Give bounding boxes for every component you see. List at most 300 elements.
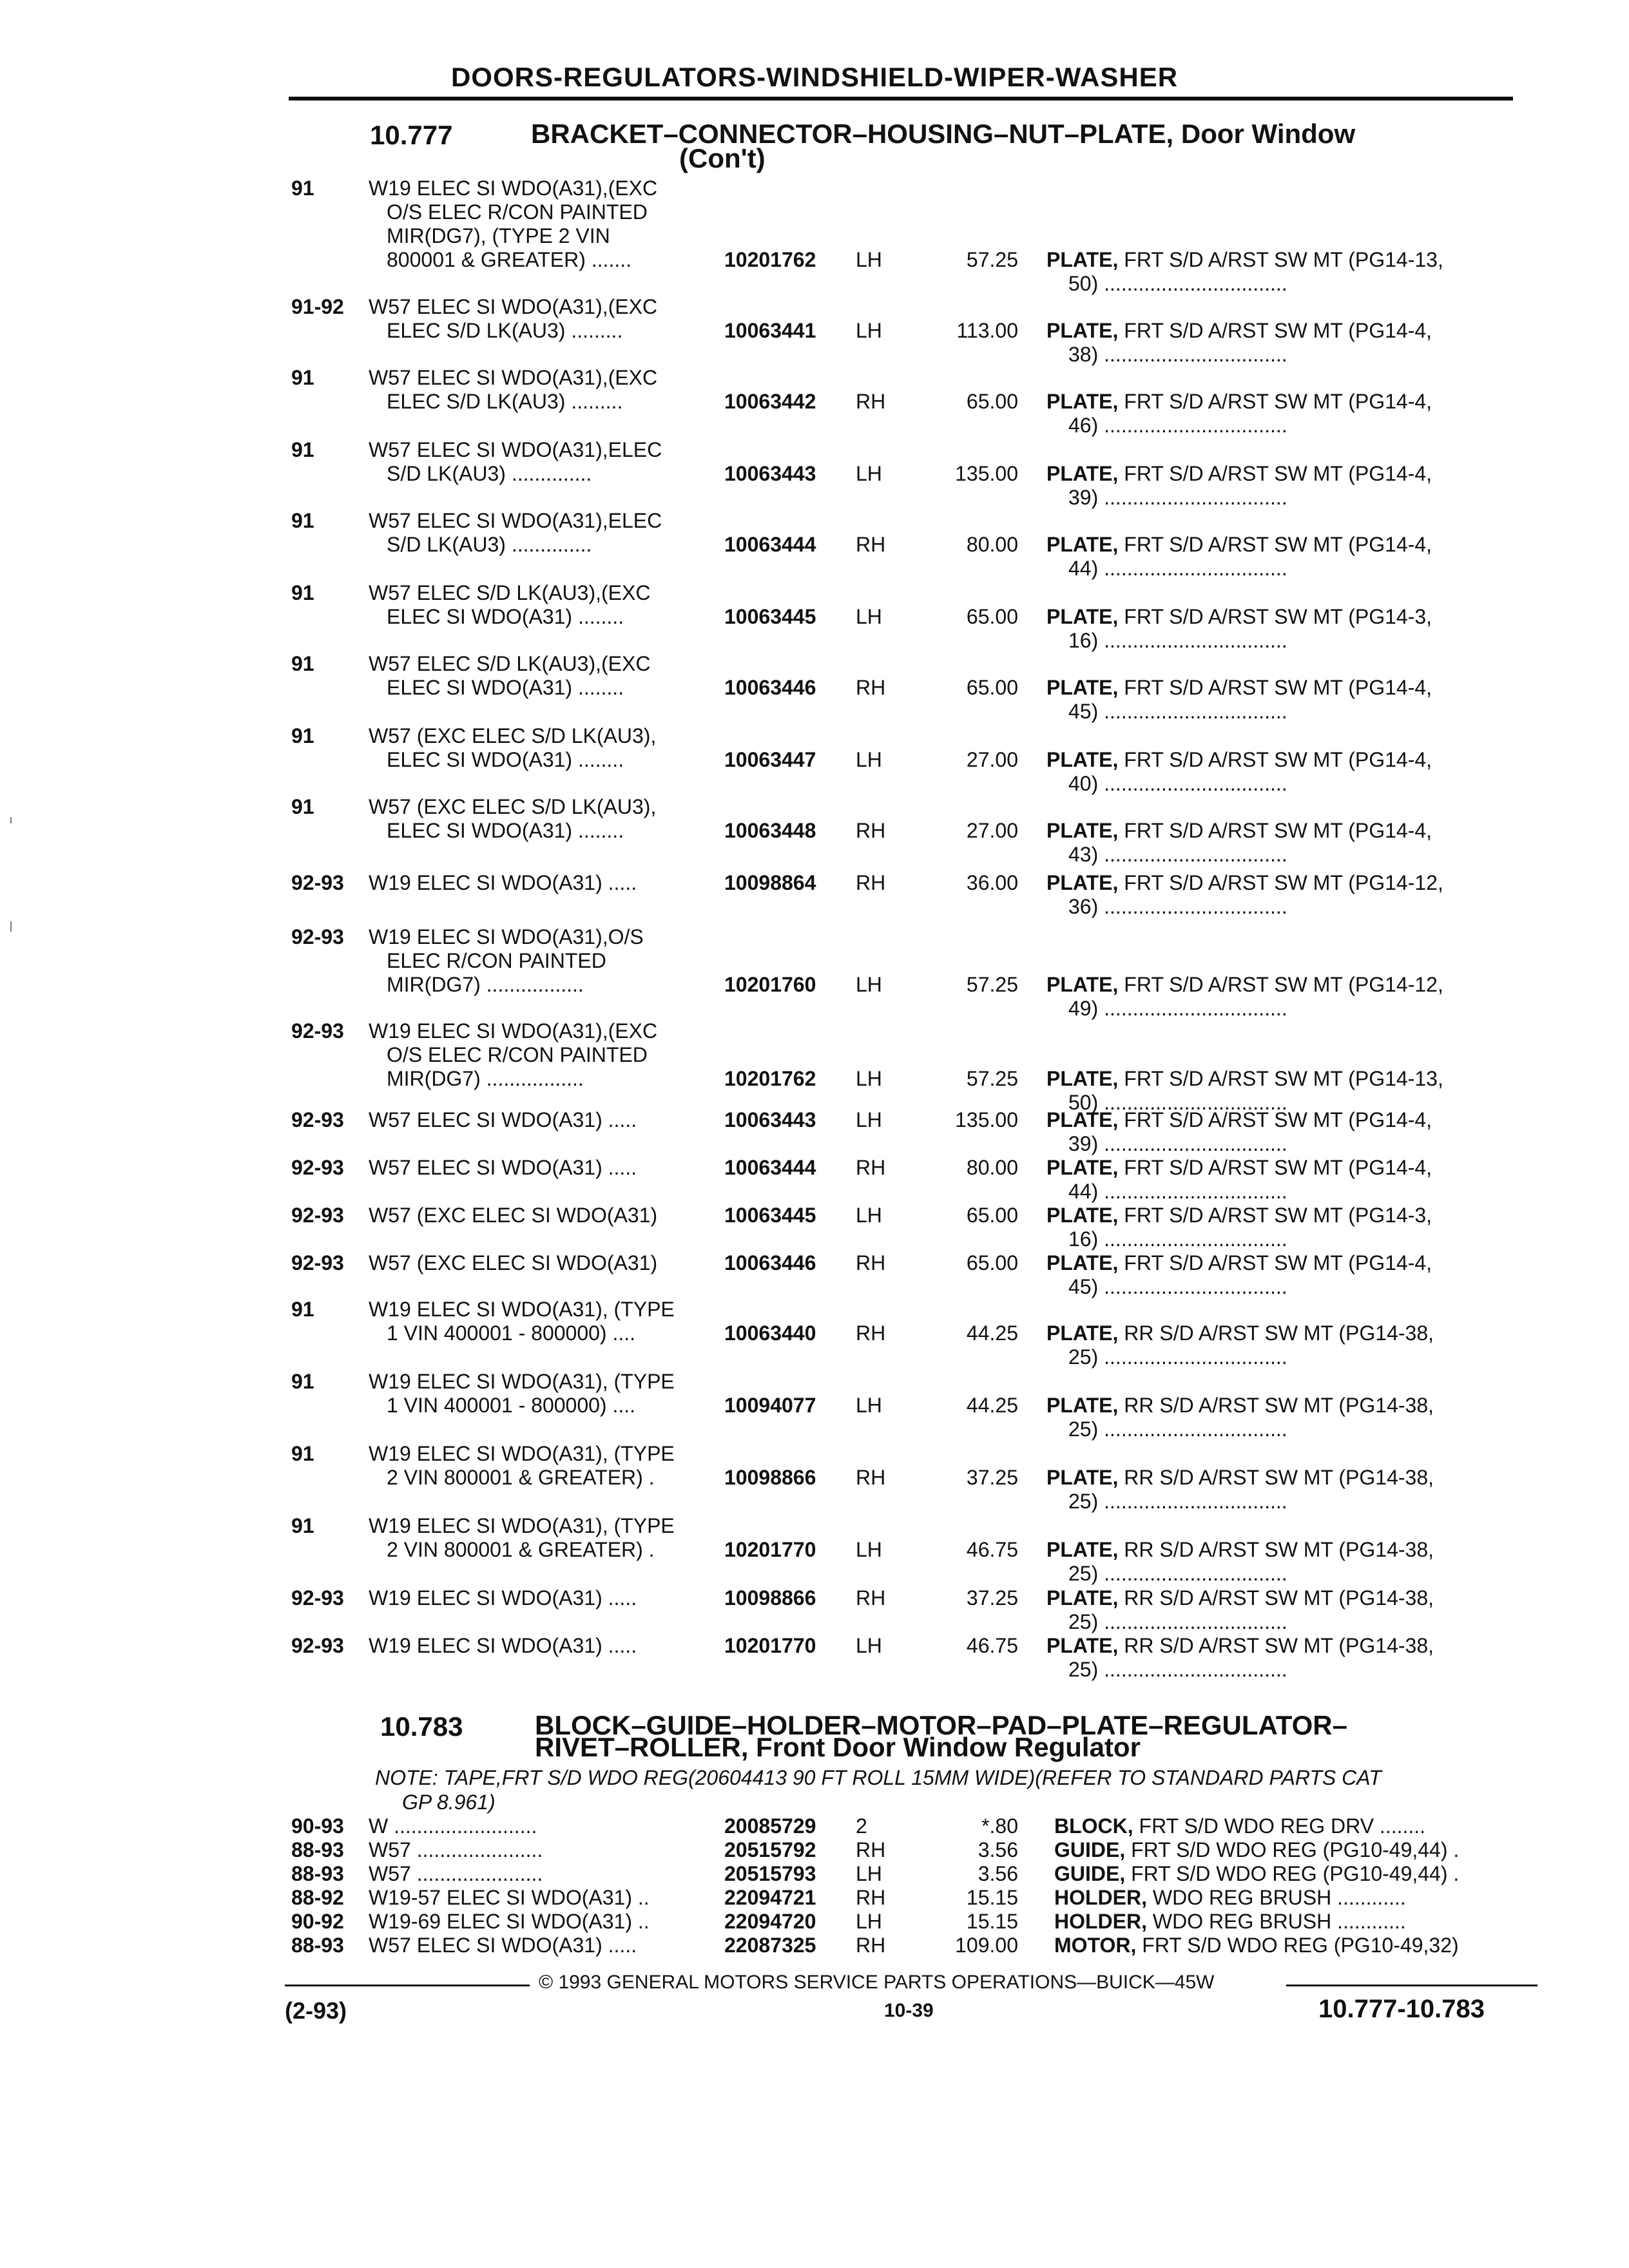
part-name-noun: PLATE,	[1046, 1634, 1119, 1657]
part-name-line	[1046, 1394, 1434, 1418]
part-name-detail: RR S/D A/RST SW MT (PG14-38,	[1118, 1586, 1434, 1610]
part-name-line: 25) ................................	[1068, 1610, 1287, 1633]
side: RH	[856, 1886, 886, 1909]
price: 3.56	[978, 1838, 1018, 1861]
description-line: MIR(DG7) .................	[387, 1067, 584, 1090]
description-line: W57 (EXC ELEC SI WDO(A31)	[369, 1204, 658, 1227]
part-name	[1046, 1538, 1434, 1586]
part-name-noun: GUIDE,	[1054, 1862, 1126, 1885]
side: LH	[856, 248, 882, 271]
part-number: 10063441	[724, 319, 816, 342]
year-range: 88-93	[291, 1838, 344, 1861]
price: 113.00	[956, 319, 1018, 342]
part-name-noun: HOLDER,	[1054, 1910, 1147, 1933]
description	[369, 1204, 657, 1227]
part-name-line	[1046, 819, 1432, 843]
price: 37.25	[966, 1466, 1018, 1489]
part-name	[1046, 1466, 1434, 1514]
part-name-noun: PLATE,	[1046, 676, 1119, 699]
price: 65.00	[966, 1251, 1018, 1274]
part-name-detail: RR S/D A/RST SW MT (PG14-38,	[1118, 1394, 1434, 1417]
part-name-noun: PLATE,	[1046, 819, 1119, 842]
year-range: 92-93	[291, 1019, 344, 1043]
part-name	[1046, 1067, 1443, 1115]
part-name-detail: RR S/D A/RST SW MT (PG14-38,	[1118, 1321, 1434, 1345]
part-name-noun: PLATE,	[1046, 319, 1119, 342]
side: RH	[856, 1321, 886, 1345]
part-name-detail: RR S/D A/RST SW MT (PG14-38,	[1118, 1466, 1434, 1489]
description-line: W57 ELEC SI WDO(A31),(EXC	[369, 295, 658, 318]
year-range: 91	[291, 581, 314, 604]
description-line: W19 ELEC SI WDO(A31), (TYPE	[369, 1442, 675, 1465]
part-name-detail: RR S/D A/RST SW MT (PG14-38,	[1118, 1538, 1434, 1561]
part-name-line: 46) ................................	[1068, 414, 1287, 437]
part-name-line: 36) ................................	[1068, 895, 1287, 918]
description-line: ELEC SI WDO(A31) ........	[387, 819, 624, 842]
part-name-detail: FRT S/D A/RST SW MT (PG14-4,	[1118, 462, 1432, 485]
part-name	[1046, 1204, 1432, 1251]
description-line: ELEC R/CON PAINTED	[387, 949, 606, 972]
part-name	[1054, 1838, 1459, 1862]
section-title-continued: (Con't)	[679, 143, 766, 173]
part-name-noun: PLATE,	[1046, 1251, 1119, 1274]
year-range: 91-92	[291, 295, 344, 318]
description: W57 ELEC SI WDO(A31) .....	[369, 1934, 637, 1957]
part-name	[1046, 973, 1443, 1021]
description-line: W57 ELEC S/D LK(AU3),(EXC	[369, 652, 651, 675]
part-name-noun: PLATE,	[1046, 605, 1119, 628]
description	[369, 581, 650, 629]
part-name-line	[1046, 1251, 1432, 1275]
part-name	[1046, 319, 1432, 367]
part-name-detail: FRT S/D A/RST SW MT (PG14-4,	[1118, 1251, 1432, 1274]
part-name-detail: RR S/D A/RST SW MT (PG14-38,	[1118, 1634, 1434, 1657]
part-number: 20085729	[724, 1814, 816, 1838]
price: 135.00	[955, 462, 1018, 485]
description-line: W19 ELEC SI WDO(A31), (TYPE	[369, 1298, 675, 1321]
side: RH	[856, 1586, 886, 1610]
side: LH	[856, 1538, 882, 1561]
part-name-line	[1046, 1321, 1434, 1345]
side: LH	[856, 462, 882, 485]
part-name-detail: FRT S/D A/RST SW MT (PG14-12,	[1118, 871, 1443, 894]
part-name-line	[1046, 1108, 1432, 1132]
description-line: ELEC SI WDO(A31) ........	[387, 748, 624, 771]
section-number: 10.783	[380, 1711, 463, 1742]
part-name-detail: FRT S/D A/RST SW MT (PG14-13,	[1118, 248, 1443, 271]
year-range: 88-92	[291, 1886, 344, 1909]
description	[369, 366, 657, 414]
description-line: 1 VIN 400001 - 800000) ....	[387, 1394, 636, 1417]
part-name-line: 45) ................................	[1068, 700, 1287, 723]
description	[369, 1586, 637, 1610]
side: LH	[856, 1394, 882, 1417]
side: RH	[856, 390, 886, 413]
description: W57 ......................	[369, 1862, 543, 1885]
section-title-bold: RIVET–ROLLER,	[535, 1732, 749, 1762]
part-number: 10063446	[724, 1251, 816, 1274]
part-name	[1046, 1586, 1434, 1634]
part-name-line	[1046, 533, 1432, 557]
side: LH	[856, 1910, 882, 1933]
year-range: 92-93	[291, 1108, 344, 1131]
side: RH	[856, 1251, 886, 1274]
side: LH	[856, 1067, 882, 1090]
part-name-line: 16) ................................	[1068, 1227, 1287, 1251]
year-range: 92-93	[291, 925, 344, 948]
description	[369, 177, 657, 272]
part-name-noun: PLATE,	[1046, 748, 1119, 771]
description-line: W57 (EXC ELEC S/D LK(AU3),	[369, 795, 657, 818]
description	[369, 1298, 675, 1345]
description-line: W19 ELEC SI WDO(A31),O/S	[369, 925, 644, 948]
year-range: 92-93	[291, 1251, 344, 1274]
part-name-noun: PLATE,	[1046, 1108, 1119, 1131]
part-name-line: 39) ................................	[1068, 1132, 1287, 1155]
part-number: 10063443	[724, 462, 816, 485]
description	[369, 1108, 637, 1132]
margin-mark	[10, 921, 12, 932]
description: W57 ......................	[369, 1838, 543, 1861]
part-name-detail: WDO REG BRUSH ............	[1147, 1886, 1406, 1909]
part-number: 10063444	[724, 533, 816, 556]
year-range: 91	[291, 1442, 314, 1465]
part-name	[1046, 605, 1432, 653]
part-name-line: 25) ................................	[1068, 1418, 1287, 1441]
part-name	[1046, 390, 1432, 437]
year-range: 91	[291, 724, 314, 747]
part-name-line	[1046, 319, 1432, 343]
description-line: W19 ELEC SI WDO(A31),(EXC	[369, 1019, 658, 1043]
part-name-line: 25) ................................	[1068, 1345, 1287, 1369]
description	[369, 1370, 675, 1418]
side: RH	[856, 1466, 886, 1489]
price: 80.00	[966, 1156, 1018, 1179]
description-line: W57 ELEC SI WDO(A31),ELEC	[369, 509, 662, 532]
year-range: 88-93	[291, 1862, 344, 1885]
price: 44.25	[966, 1321, 1018, 1345]
price: 65.00	[966, 1204, 1018, 1227]
description	[369, 925, 644, 997]
year-range: 91	[291, 795, 314, 818]
price: 65.00	[966, 676, 1018, 699]
part-number: 10098866	[724, 1466, 816, 1489]
part-name-noun: HOLDER,	[1054, 1886, 1147, 1909]
description-line: W57 ELEC SI WDO(A31) .....	[369, 1156, 637, 1179]
price: 3.56	[978, 1862, 1018, 1885]
description-line: 2 VIN 800001 & GREATER) .	[387, 1466, 655, 1489]
part-name	[1054, 1814, 1425, 1838]
section-title	[531, 120, 1355, 148]
footer-date-code: (2-93)	[285, 1997, 347, 2024]
part-name	[1054, 1910, 1406, 1934]
description-line: 800001 & GREATER) .......	[387, 248, 631, 271]
part-name	[1054, 1886, 1406, 1910]
description-line: S/D LK(AU3) ..............	[387, 533, 592, 556]
description-line: W57 ELEC SI WDO(A31),(EXC	[369, 366, 658, 389]
part-name-detail: FRT S/D A/RST SW MT (PG14-4,	[1118, 533, 1432, 556]
description	[369, 795, 656, 843]
part-number: 10201762	[724, 1067, 816, 1090]
footer-section-range: 10.777-10.783	[1318, 1995, 1485, 2023]
description-line: W19 ELEC SI WDO(A31) .....	[369, 1634, 637, 1657]
price: 44.25	[966, 1394, 1018, 1417]
part-number: 22094720	[724, 1910, 816, 1933]
part-name-detail: FRT S/D A/RST SW MT (PG14-13,	[1118, 1067, 1443, 1090]
part-name	[1046, 676, 1432, 724]
year-range: 91	[291, 366, 314, 389]
part-name-detail: FRT S/D WDO REG (PG10-49,32)	[1136, 1934, 1459, 1957]
part-name-line: 40) ................................	[1068, 772, 1287, 795]
part-name-line: 39) ................................	[1068, 486, 1287, 509]
price: 57.25	[966, 248, 1018, 271]
price: 46.75	[966, 1634, 1018, 1657]
part-name-line: 44) ................................	[1068, 557, 1287, 580]
part-name	[1046, 248, 1443, 296]
part-name-noun: PLATE,	[1046, 1204, 1119, 1227]
side: LH	[856, 1108, 882, 1131]
part-name-detail: FRT S/D A/RST SW MT (PG14-4,	[1118, 748, 1432, 771]
part-name-detail: FRT S/D A/RST SW MT (PG14-4,	[1118, 819, 1432, 842]
description	[369, 1251, 657, 1275]
part-name	[1046, 1321, 1434, 1369]
part-name-detail: FRT S/D A/RST SW MT (PG14-4,	[1118, 1108, 1432, 1131]
year-range: 88-93	[291, 1934, 344, 1957]
price: 27.00	[966, 819, 1018, 842]
header-rule	[289, 97, 1513, 101]
part-name	[1046, 871, 1443, 919]
price: 57.25	[966, 973, 1018, 996]
part-number: 10098866	[724, 1586, 816, 1610]
year-range: 92-93	[291, 1586, 344, 1610]
side: LH	[856, 605, 882, 628]
part-name	[1046, 1394, 1434, 1441]
section-title-rest: Door Window	[1173, 119, 1356, 149]
part-number: 22087325	[724, 1934, 816, 1957]
price: 135.00	[955, 1108, 1018, 1131]
part-name	[1046, 748, 1432, 796]
year-range: 91	[291, 509, 314, 532]
part-number: 10201760	[724, 973, 816, 996]
part-name-line: 25) ................................	[1068, 1658, 1287, 1681]
description-line: W19 ELEC SI WDO(A31), (TYPE	[369, 1370, 675, 1393]
part-number: 10201770	[724, 1634, 816, 1657]
side: RH	[856, 676, 886, 699]
description	[369, 1019, 657, 1091]
part-name-line: 44) ................................	[1068, 1180, 1287, 1203]
part-name-detail: FRT S/D A/RST SW MT (PG14-4,	[1118, 1156, 1432, 1179]
side: RH	[856, 1156, 886, 1179]
description	[369, 724, 656, 772]
price: 46.75	[966, 1538, 1018, 1561]
side: LH	[856, 748, 882, 771]
section-title-rest: Front Door Window Regulator	[748, 1732, 1141, 1762]
part-name-detail: FRT S/D A/RST SW MT (PG14-3,	[1118, 1204, 1432, 1227]
part-number: 10063440	[724, 1321, 816, 1345]
part-number: 20515793	[724, 1862, 816, 1885]
year-range: 91	[291, 177, 314, 200]
year-range: 92-93	[291, 1156, 344, 1179]
description-line: W19 ELEC SI WDO(A31), (TYPE	[369, 1514, 675, 1537]
description-line: W57 ELEC SI WDO(A31) .....	[369, 1108, 637, 1131]
description	[369, 438, 662, 486]
side: RH	[856, 871, 886, 894]
description-line: W19 ELEC SI WDO(A31) .....	[369, 871, 637, 894]
part-number: 10063442	[724, 390, 816, 413]
part-name-line	[1046, 462, 1432, 486]
description	[369, 509, 662, 557]
side: RH	[856, 1934, 886, 1957]
part-name	[1046, 1108, 1432, 1156]
part-name-line	[1046, 748, 1432, 772]
year-range: 91	[291, 1514, 314, 1537]
part-name-noun: PLATE,	[1046, 533, 1119, 556]
part-name-noun: BLOCK,	[1054, 1814, 1133, 1838]
year-range: 91	[291, 438, 314, 461]
part-name	[1046, 1634, 1434, 1682]
description-line: 1 VIN 400001 - 800000) ....	[387, 1321, 636, 1345]
description	[369, 1156, 637, 1180]
part-name	[1046, 1156, 1432, 1204]
part-name-noun: PLATE,	[1046, 248, 1119, 271]
footer-page-number: 10-39	[884, 2000, 934, 2021]
description-line: S/D LK(AU3) ..............	[387, 462, 592, 485]
note-line-2: GP 8.961)	[402, 1791, 496, 1814]
side: LH	[856, 1862, 882, 1885]
year-range: 92-93	[291, 871, 344, 894]
part-number: 10094077	[724, 1394, 816, 1417]
part-number: 10063443	[724, 1108, 816, 1131]
description-line: O/S ELEC R/CON PAINTED	[387, 200, 648, 224]
part-name-line: 50) ................................	[1068, 272, 1287, 295]
part-name	[1046, 819, 1432, 867]
note-line-1: NOTE: TAPE,FRT S/D WDO REG(20604413 90 FT ROLL 15MM WIDE)(REFER TO STANDARD PARTS CAT	[375, 1766, 1382, 1789]
year-range: 90-93	[291, 1814, 344, 1838]
part-name-line	[1046, 1204, 1432, 1227]
part-name-noun: PLATE,	[1046, 871, 1119, 894]
description-line: W57 ELEC SI WDO(A31),ELEC	[369, 438, 662, 461]
part-name-line: 45) ................................	[1068, 1275, 1287, 1298]
margin-mark	[10, 817, 12, 823]
section-title: BLOCK–GUIDE–HOLDER–MOTOR–PAD–PLATE–REGULATOR–	[535, 1710, 1347, 1740]
price: 15.15	[966, 1886, 1018, 1909]
description-line: MIR(DG7), (TYPE 2 VIN	[387, 224, 610, 247]
footer-rule-left	[285, 1984, 530, 1986]
year-range: 91	[291, 652, 314, 675]
part-name-line	[1046, 1156, 1432, 1180]
price: 80.00	[966, 533, 1018, 556]
description-line: W57 (EXC ELEC S/D LK(AU3),	[369, 724, 657, 747]
part-name	[1054, 1934, 1459, 1957]
part-name-detail: FRT S/D WDO REG (PG10-49,44) .	[1125, 1838, 1460, 1861]
part-name-detail: FRT S/D WDO REG (PG10-49,44) .	[1125, 1862, 1460, 1885]
part-name-noun: PLATE,	[1046, 1394, 1119, 1417]
part-name-line: 50) ................................	[1068, 1091, 1287, 1114]
description-line: W57 (EXC ELEC SI WDO(A31)	[369, 1251, 658, 1274]
description-line: MIR(DG7) .................	[387, 973, 584, 996]
description: W19-69 ELEC SI WDO(A31) ..	[369, 1910, 650, 1933]
part-name-line	[1046, 1586, 1434, 1610]
part-name-line	[1046, 390, 1432, 414]
part-name-line	[1046, 1466, 1434, 1490]
part-name-detail: FRT S/D A/RST SW MT (PG14-4,	[1118, 319, 1432, 342]
part-name-detail: FRT S/D A/RST SW MT (PG14-4,	[1118, 676, 1432, 699]
part-name-line	[1046, 248, 1443, 272]
description-line: O/S ELEC R/CON PAINTED	[387, 1043, 648, 1066]
description: W .........................	[369, 1814, 537, 1838]
part-number: 10063445	[724, 605, 816, 628]
footer-copyright: © 1993 GENERAL MOTORS SERVICE PARTS OPERATIONS—BUICK—45W	[539, 1972, 1215, 1993]
part-name-line: 38) ................................	[1068, 343, 1287, 366]
part-name-noun: PLATE,	[1046, 1586, 1119, 1610]
part-number: 10063445	[724, 1204, 816, 1227]
part-name-noun: PLATE,	[1046, 1466, 1119, 1489]
part-name-line	[1046, 973, 1443, 997]
part-name	[1054, 1862, 1459, 1886]
section-number: 10.777	[370, 120, 453, 150]
part-number: 10201770	[724, 1538, 816, 1561]
description-line: W19 ELEC SI WDO(A31),(EXC	[369, 177, 658, 200]
part-number: 10063448	[724, 819, 816, 842]
price: 57.25	[966, 1067, 1018, 1090]
side: RH	[856, 819, 886, 842]
part-number: 22094721	[724, 1886, 816, 1909]
side: RH	[856, 1838, 886, 1861]
part-name-detail: FRT S/D A/RST SW MT (PG14-4,	[1118, 390, 1432, 413]
part-name-line: 16) ................................	[1068, 629, 1287, 652]
price: 65.00	[966, 390, 1018, 413]
description	[369, 871, 637, 895]
year-range: 90-92	[291, 1910, 344, 1933]
year-range: 92-93	[291, 1634, 344, 1657]
part-name-noun: GUIDE,	[1054, 1838, 1126, 1861]
year-range: 91	[291, 1298, 314, 1321]
description-line: ELEC SI WDO(A31) ........	[387, 676, 624, 699]
part-name-noun: PLATE,	[1046, 1067, 1119, 1090]
section-title-bold: BRACKET–CONNECTOR–HOUSING–NUT–PLATE,	[531, 119, 1174, 149]
footer-rule-right	[1286, 1984, 1537, 1986]
description	[369, 652, 650, 700]
part-name-line: 25) ................................	[1068, 1562, 1287, 1585]
part-name-line	[1046, 1538, 1434, 1562]
description-line: 2 VIN 800001 & GREATER) .	[387, 1538, 655, 1561]
price: 27.00	[966, 748, 1018, 771]
part-name-line	[1046, 871, 1443, 895]
side: LH	[856, 973, 882, 996]
part-name-noun: PLATE,	[1046, 390, 1119, 413]
description: W19-57 ELEC SI WDO(A31) ..	[369, 1886, 650, 1909]
side: 2	[856, 1814, 867, 1838]
part-name-line: 43) ................................	[1068, 843, 1287, 866]
part-name-noun: PLATE,	[1046, 1321, 1119, 1345]
part-name-detail: WDO REG BRUSH ............	[1147, 1910, 1406, 1933]
part-name-noun: PLATE,	[1046, 973, 1119, 996]
price: 65.00	[966, 605, 1018, 628]
part-name-line	[1046, 1067, 1443, 1091]
part-name-line: 25) ................................	[1068, 1490, 1287, 1513]
description-line: W57 ELEC S/D LK(AU3),(EXC	[369, 581, 651, 604]
part-number: 20515792	[724, 1838, 816, 1861]
description-line: ELEC S/D LK(AU3) .........	[387, 390, 623, 413]
description	[369, 1514, 675, 1562]
description-line: ELEC S/D LK(AU3) .........	[387, 319, 623, 342]
description	[369, 1442, 675, 1490]
price: 15.15	[966, 1910, 1018, 1933]
part-name-line	[1046, 1634, 1434, 1658]
part-name-line	[1046, 676, 1432, 700]
part-name	[1046, 462, 1432, 510]
description-line: ELEC SI WDO(A31) ........	[387, 605, 624, 628]
